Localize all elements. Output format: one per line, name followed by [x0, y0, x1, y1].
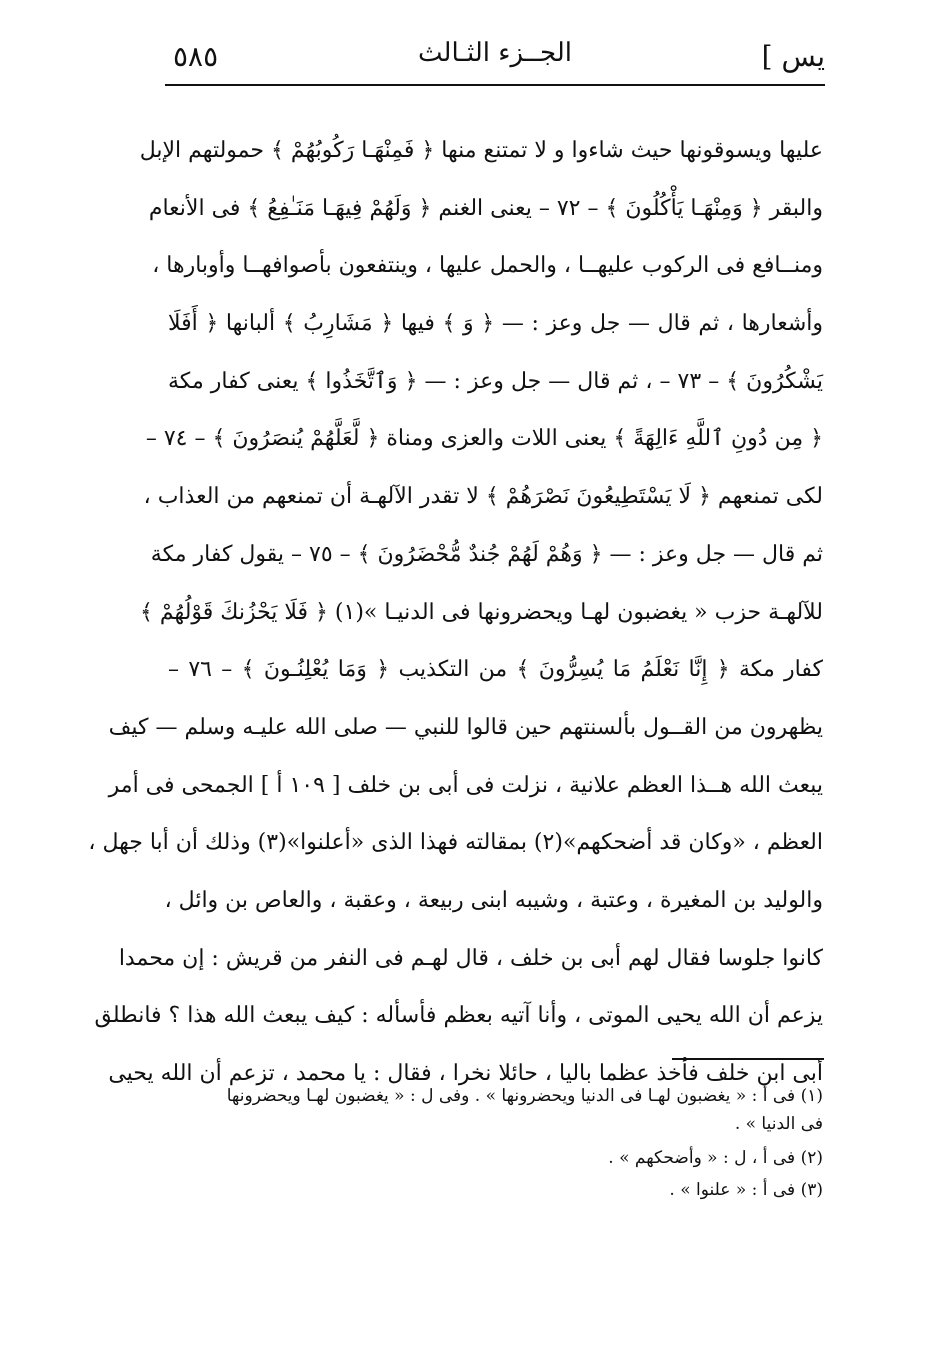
text-line: ﴿ مِن دُونِ ٱللَّهِ ءَالِهَةً ﴾ يعنى اللات والعزى ومناة ﴿ لَّعَلَّهُمْ يُنصَرُونَ ﴾ – ٧٤ –	[145, 426, 823, 452]
text-line: لكى تمنعهم ﴿ لَا يَسْتَطِيعُونَ نَصْرَهُمْ ﴾ لا تقدر الآلهـة أن تمنعهم من العذاب ،	[143, 484, 823, 510]
text-line: كانوا جلوسا فقال لهم أبى بن خلف ، قال لهـم فى النفر من قريش : إن محمدا	[118, 945, 823, 971]
page-header	[165, 36, 825, 84]
text-line: كفار مكة ﴿ إِنَّا نَعْلَمُ مَا يُسِرُّونَ ﴾ من التكذيب ﴿ وَمَا يُعْلِنُـونَ ﴾ – ٧٦ –	[168, 657, 823, 683]
footnote-1-continuation: فى الدنيا » .	[734, 1114, 823, 1134]
text-line: أبى ابن خلف فأخذ عظما باليا ، حائلا نخرا ، فقال : يا محمد ، تزعم أن الله يحيى	[108, 1061, 823, 1086]
footnote-3: (٣) فى أ : « علنوا » .	[669, 1180, 823, 1200]
text-line: يظهرون من القــول بألسنتهم حين قالوا للنبي — صلى الله عليـه وسلم — كيف	[108, 714, 823, 740]
surah-name: يس ]	[761, 40, 825, 73]
text-line: ومنــافع فى الركوب عليهــا ، والحمل عليها ، وينتفعون بأصوافهــا وأوبارها ،	[152, 253, 823, 279]
text-line: وأشعارها ، ثم قال — جل وعز : — ﴿ وَ ﴾ فيها ﴿ مَشَارِبُ ﴾ ألبانها ﴿ أَفَلَا	[168, 311, 823, 337]
text-line: يزعم أن الله يحيى الموتى ، وأنا آتيه بعظم فأسأله : كيف يبعث الله هذا ؟ فانطلق	[94, 1003, 823, 1029]
text-line: ثم قال — جل وعز : — ﴿ وَهُمْ لَهُمْ جُندٌ مُّحْضَرُونَ ﴾ – ٧٥ – يقول كفار مكة	[150, 541, 823, 567]
text-line: والبقر ﴿ وَمِنْهَـا يَأْكُلُونَ ﴾ – ٧٢ – يعنى الغنم ﴿ وَلَهُمْ فِيهَـا مَنَـٰفِعُ ﴾ فى الأنعام	[148, 195, 823, 221]
text-line: يَشْكُرُونَ ﴾ – ٧٣ – ، ثم قال — جل وعز : — ﴿ وَٱتَّخَذُوا ﴾ يعنى كفار مكة	[168, 368, 824, 394]
text-line: والوليد بن المغيرة ، وعتبة ، وشيبه ابنى ربيعة ، وعقبة ، والعاص بن وائل ،	[164, 887, 823, 913]
footnote-2: (٢) فى أ ، ل : « وأضحكهم » .	[608, 1148, 823, 1168]
footnotes	[165, 1082, 823, 1208]
part-title: الجــزء الثـالث	[418, 38, 572, 68]
header-rule	[165, 84, 825, 86]
page-number: ٥٨٥	[173, 40, 219, 73]
text-line: العظم ، «وكان قد أضحكهم»(٢) بمقالته فهذا الذى «أعلنوا»(٣) وذلك أن أبا جهل ،	[88, 830, 823, 856]
text-line: يبعث الله هــذا العظم علانية ، نزلت فى أبى بن خلف [ ١٠٩ أ ] الجمحى فى أمر	[108, 772, 823, 798]
footnote-rule	[672, 1058, 824, 1060]
main-text	[88, 122, 824, 1103]
footnote-1-line: (١) فى أ : « يغضبون لهـا فى الدنيا ويحضرونها » . وفى ل : « يغضبون لهـا ويحضرونها	[226, 1086, 823, 1106]
text-line: للآلهـة حزب « يغضبون لهـا ويحضرونها فى الدنيـا »(١) ﴿ فَلَا يَحْزُنكَ قَوْلُهُمْ ﴾	[140, 599, 823, 625]
text-line: عليها ويسوقونها حيث شاءوا و لا تمتنع منها ﴿ فَمِنْهَـا رَكُوبُهُمْ ﴾ حمولتهم الإبل	[139, 138, 823, 163]
footnote-1	[165, 1082, 823, 1138]
